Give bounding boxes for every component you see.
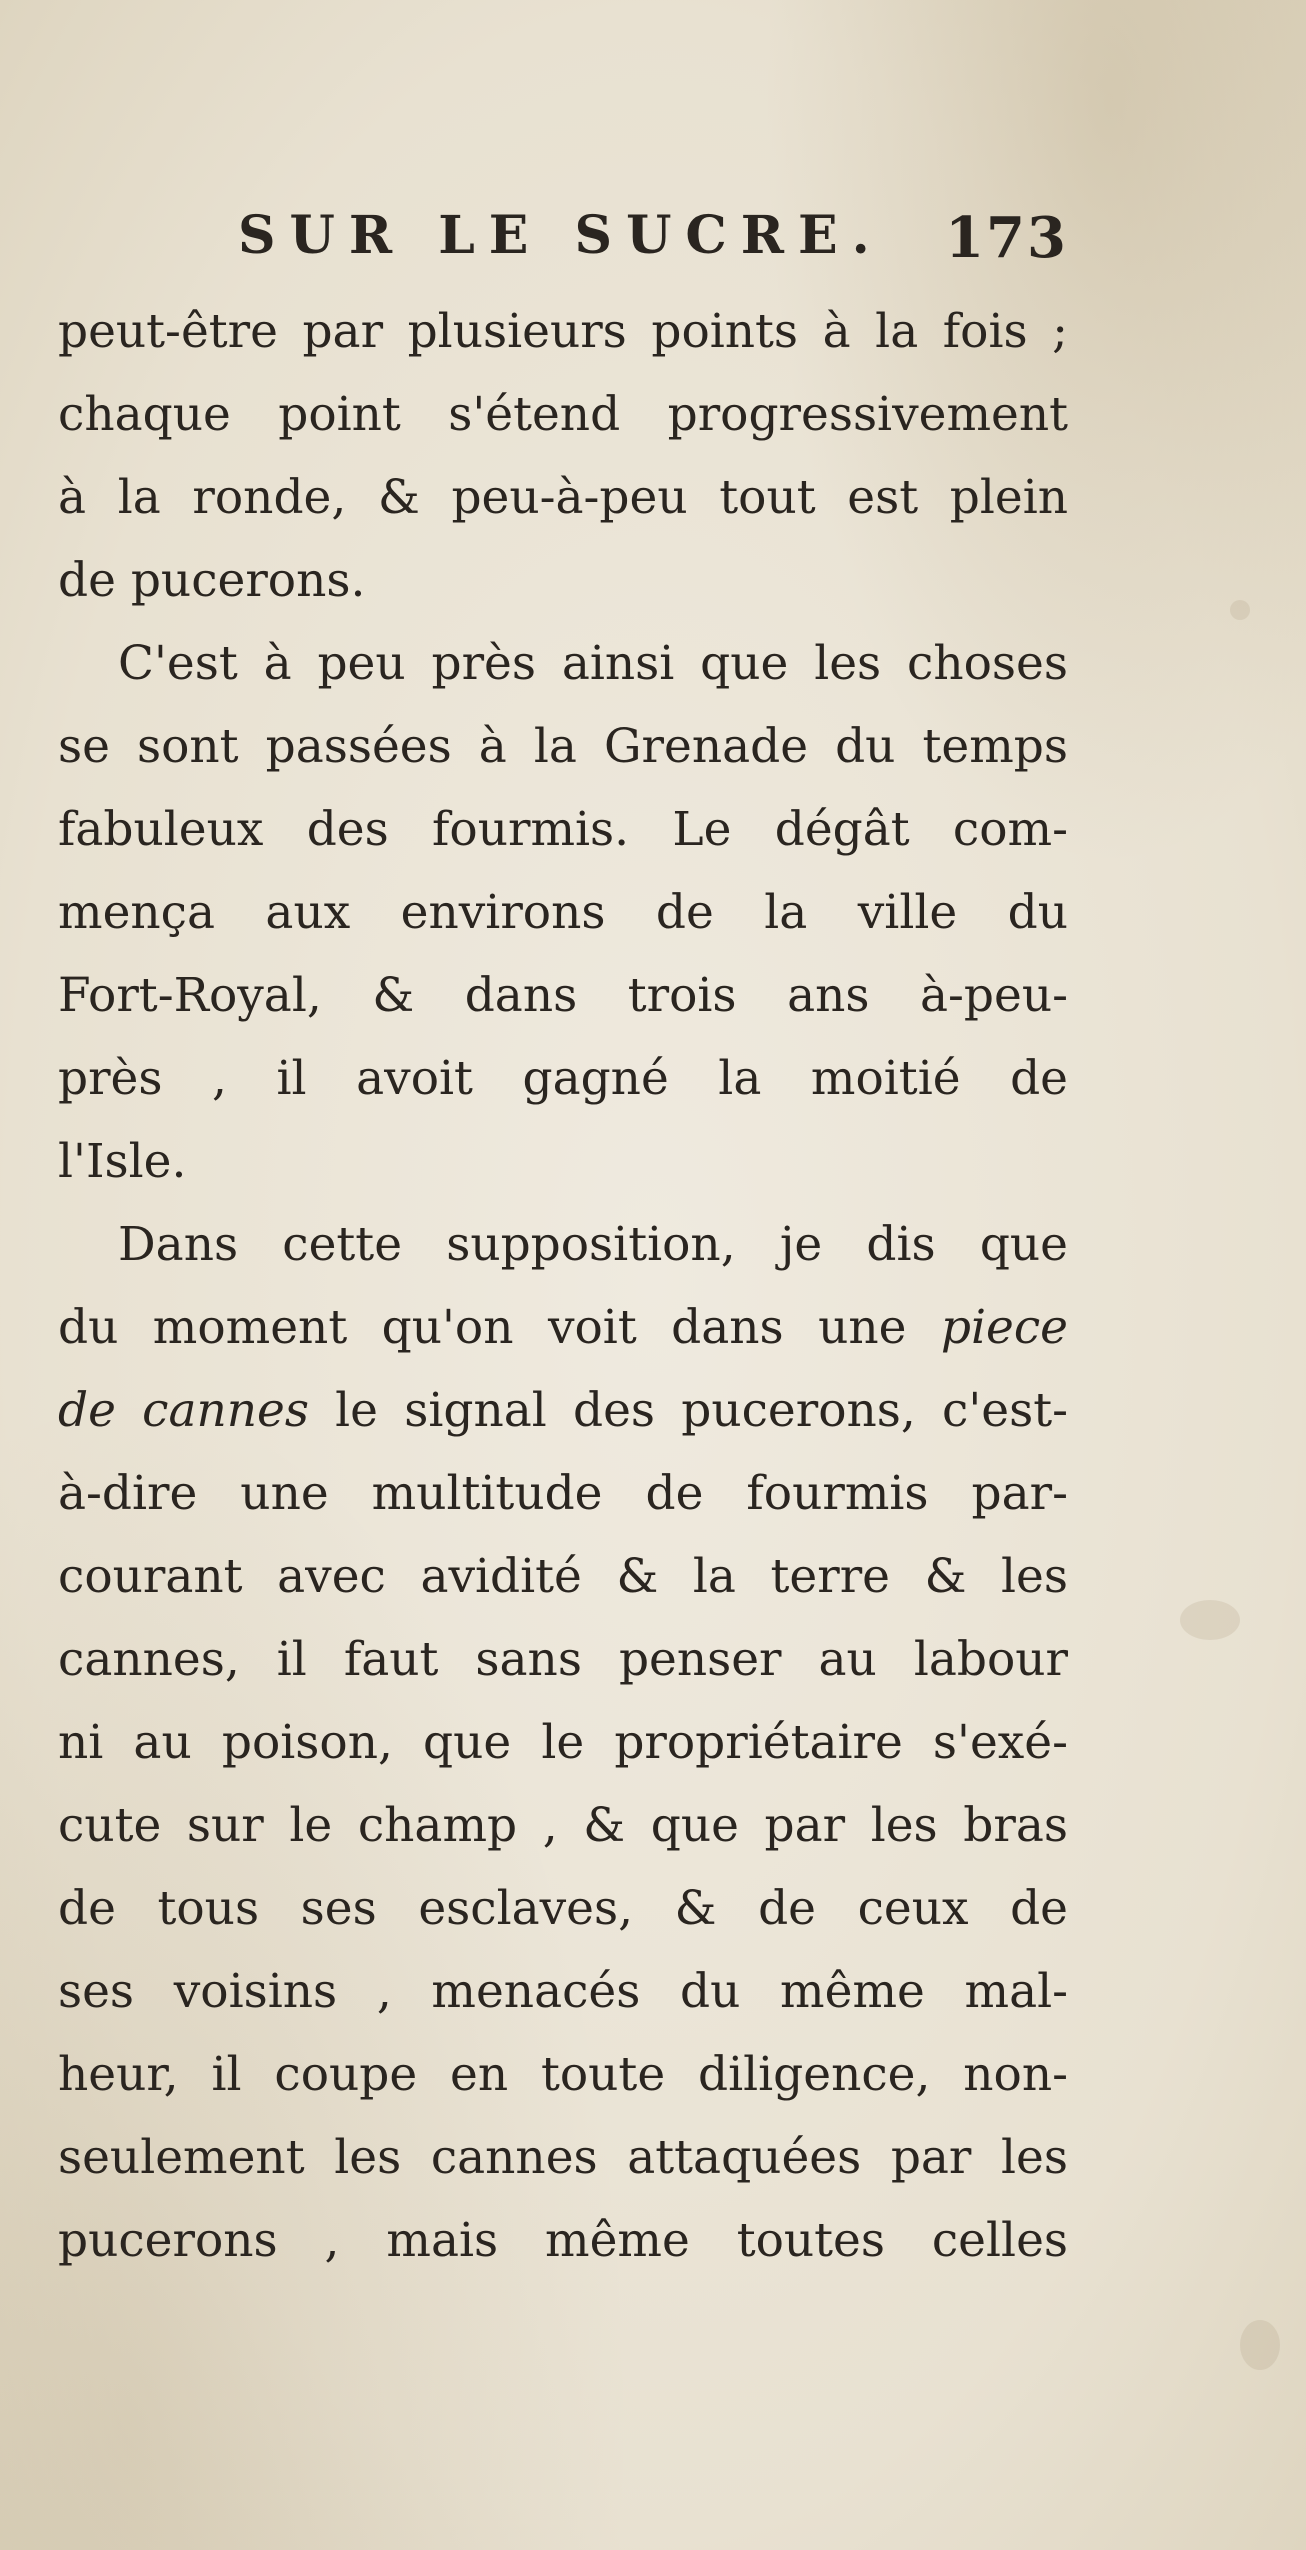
text-line: ni au poison, que le propriétaire s'exé- [58, 1715, 1068, 1770]
text-line: à-dire une multitude de fourmis par- [58, 1466, 1068, 1521]
text-line: Dans cette supposition, je dis que [118, 1217, 1068, 1272]
italic-run: piece [940, 1300, 1068, 1355]
text-line: cute sur le champ , & que par les bras [58, 1798, 1068, 1853]
text-line: chaque point s'étend progressivement [58, 387, 1068, 442]
page-number: 173 [945, 205, 1068, 271]
text-line [58, 1369, 1068, 1452]
text-line [58, 1286, 1068, 1369]
text-line: Fort-Royal, & dans trois ans à-peu- [58, 968, 1068, 1023]
paper-stain [1180, 1600, 1240, 1640]
running-title: SUR LE SUCRE. [238, 205, 884, 266]
text-line: pucerons , mais même toutes celles [58, 2213, 1068, 2268]
italic-run: de cannes [58, 1383, 309, 1438]
text-line: l'Isle. [58, 1134, 187, 1189]
paper-stain [1240, 2320, 1280, 2370]
text-line: ses voisins , menacés du même mal- [58, 1964, 1068, 2019]
text-run: le signal des pucerons, c'est- [308, 1383, 1068, 1438]
text-line: se sont passées à la Grenade du temps [58, 719, 1068, 774]
paper-stain [1230, 600, 1250, 620]
text-line: mença aux environs de la ville du [58, 885, 1068, 940]
text-run: du moment qu'on voit dans une [58, 1300, 907, 1355]
text-line: courant avec avidité & la terre & les [58, 1549, 1068, 1604]
text-line: fabuleux des fourmis. Le dégât com- [58, 802, 1068, 857]
text-line: à la ronde, & peu-à-peu tout est plein [58, 470, 1068, 525]
text-line: de tous ses esclaves, & de ceux de [58, 1881, 1068, 1936]
text-line: peut-être par plusieurs points à la fois ; [58, 304, 1068, 359]
text-line: près , il avoit gagné la moitié de [58, 1051, 1068, 1106]
text-line: C'est à peu près ainsi que les choses [118, 636, 1068, 691]
text-line: heur, il coupe en toute diligence, non- [58, 2047, 1068, 2102]
text-line: cannes, il faut sans penser au labour [58, 1632, 1068, 1687]
text-line: seulement les cannes attaquées par les [58, 2130, 1068, 2185]
body-text [58, 290, 1068, 2282]
running-head [58, 205, 1068, 275]
text-line: de pucerons. [58, 553, 366, 608]
